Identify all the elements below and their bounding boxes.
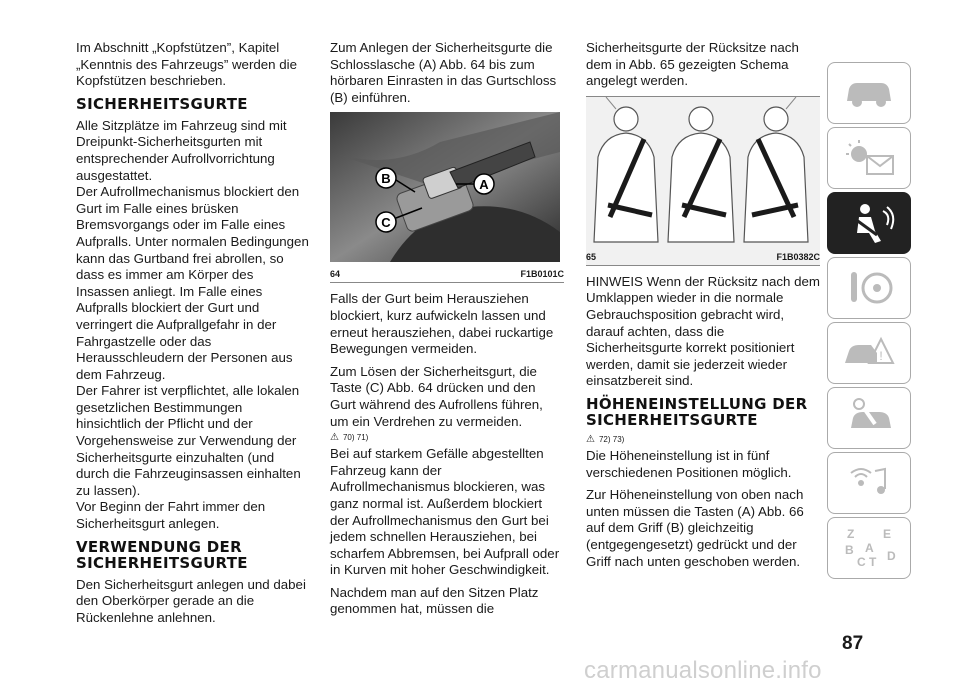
paragraph: Zum Lösen der Sicherheitsgurt, die Taste (C) Abb. 64 drücken und den Gurt während des Aufrollens führen, um ein Verdrehen zu vermeiden. <box>330 363 543 429</box>
figure-number: 65 <box>586 251 597 262</box>
section-heading-height-adjustment: HÖHENEINSTELLUNG DER SICHERHEITSGURTE <box>586 394 808 429</box>
svg-text:C: C <box>857 555 866 569</box>
warning-ref-numbers: 72) 73) <box>598 434 625 444</box>
media-icon <box>841 463 897 503</box>
warning-ref-numbers: 70) 71) <box>342 433 369 443</box>
label-c: C <box>381 215 391 231</box>
section-heading-usage: VERWENDUNG DER SICHERHEITSGURTE <box>76 537 248 572</box>
paragraph: Alle Sitzplätze im Fahrzeug sind mit Dreipunkt-Sicherheitsgurten mit entsprechender Aufrollvorrichtung ausgestattet. <box>76 117 287 183</box>
svg-text:A: A <box>865 541 874 555</box>
figure-code: F1B0382C <box>776 251 820 262</box>
tab-emergency[interactable] <box>827 322 911 384</box>
paragraph: Den Sicherheitsgurt anlegen und dabei den Oberkörper gerade an die Rückenlehne anlehnen. <box>76 576 306 625</box>
svg-text:E: E <box>883 527 892 541</box>
key-steering-icon <box>841 268 897 308</box>
paragraph: Zur Höheneinstellung von oben nach unten müssen die Tasten (A) Abb. 66 auf dem Griff (B) gleichzeitig (entgegengesetzt) gedrückt und der Griff nach unten geschoben werden. <box>586 487 804 569</box>
airbag-seat-icon <box>841 201 897 245</box>
figure-caption <box>330 267 564 282</box>
chapter-tabs <box>827 62 917 582</box>
column-right <box>586 40 820 576</box>
paragraph-note: HINWEIS Wenn der Rücksitz nach dem Umklappen wieder in die normale Gebrauchsposition gebracht wird, darauf achten, dass die Sicherheitsgurte korrekt positioniert werden, damit sie jederzeit wieder einsatzbereit sind. <box>586 273 821 389</box>
paragraph: Sicherheitsgurte der Rücksitze nach dem in Abb. 65 gezeigten Schema angelegt werden. <box>586 40 799 89</box>
page-number: 87 <box>842 633 864 654</box>
svg-text:D: D <box>887 549 896 563</box>
crash-icon <box>841 333 897 373</box>
wrench-car-icon <box>841 398 897 438</box>
figure-caption <box>586 250 820 265</box>
paragraph: Der Aufrollmechanismus blockiert den Gurt im Falle eines brüsken Bremsvorgangs oder im Falle eines Aufpralls. Unter normalen Bedingungen kann das Gurtband frei abrollen, so dass es immer am Körper des Insassen anliegt. Im Falle eines Aufpralls blockiert der Gurt und verringert die Aufprallgefahr in der Fahrgastzelle oder das Herausschleudern der Personen aus dem Fahrzeug. <box>76 184 309 382</box>
paragraph: Zum Anlegen der Sicherheitsgurte die Schlosslasche (A) Abb. 64 bis zum hörbaren Einrasten in das Gurtschloss (B) einführen. <box>330 40 557 105</box>
paragraph: Bei auf starkem Gefälle abgestellten Fahrzeug kann der Aufrollmechanismus blockieren, was ganz normal ist. Außerdem blockiert der Aufrollmechanismus den Gurt bei jedem schnellen Herausziehen, bei scharfem Abbremsen, bei Aufprall oder in Kurven mit hoher Geschwindigkeit. <box>330 446 560 578</box>
column-left <box>76 40 310 632</box>
figure-number: 64 <box>330 269 341 280</box>
svg-text:B: B <box>845 543 854 557</box>
seatbelt-buckle-photo <box>330 112 560 262</box>
warning-reference <box>330 432 564 443</box>
figure-65 <box>586 96 820 266</box>
tab-multimedia[interactable] <box>827 452 911 514</box>
figure-64 <box>330 112 564 283</box>
column-middle <box>330 40 564 624</box>
warning-reference <box>586 434 820 445</box>
tab-starting-driving[interactable] <box>827 257 911 319</box>
label-b: B <box>381 171 391 187</box>
section-heading-seatbelts: SICHERHEITSGURTE <box>76 94 248 113</box>
car-icon <box>841 75 897 111</box>
paragraph: Im Abschnitt „Kopfstützen”, Kapitel „Kenntnis des Fahrzeugs” werden die Kopfstützen beschrieben. <box>76 40 297 89</box>
paragraph: Nachdem man auf den Sitzen Platz genommen hat, müssen die <box>330 584 539 617</box>
figure-code: F1B0101C <box>520 269 564 280</box>
warning-triangle-icon: ⚠ <box>330 432 339 444</box>
paragraph: Falls der Gurt beim Herausziehen blockiert, kurz aufwickeln lassen und erneut herausziehen, dabei ruckartige Bewegungen vermeiden. <box>330 291 554 357</box>
rear-seats-belts-diagram <box>586 97 816 245</box>
svg-text:Z: Z <box>847 527 855 541</box>
tab-car-icon[interactable] <box>827 62 911 124</box>
paragraph: Die Höheneinstellung ist in fünf verschiedenen Positionen möglich. <box>586 447 792 480</box>
tab-safety[interactable] <box>827 192 911 254</box>
index-letters-icon <box>839 526 899 570</box>
paragraph: Vor Beginn der Fahrt immer den Sicherheitsgurt anlegen. <box>76 499 266 532</box>
svg-text:T: T <box>869 555 877 569</box>
tab-maintenance[interactable] <box>827 387 911 449</box>
warning-light-mail-icon <box>841 138 897 178</box>
tab-warning-lights[interactable] <box>827 127 911 189</box>
svg-text:!: ! <box>879 349 883 363</box>
paragraph: Der Fahrer ist verpflichtet, alle lokalen gesetzlichen Bestimmungen hinsichtlich der Pflicht und der Vorgehensweise zur Verwendung der Sicherheitsgurte einzuhalten (und durch die Fahrzeuginsassen einhalten zu lassen). <box>76 383 301 498</box>
label-a: A <box>479 177 489 193</box>
watermark: carmanualsonline.info <box>584 657 822 684</box>
warning-triangle-icon: ⚠ <box>586 433 595 445</box>
tab-index[interactable] <box>827 517 911 579</box>
